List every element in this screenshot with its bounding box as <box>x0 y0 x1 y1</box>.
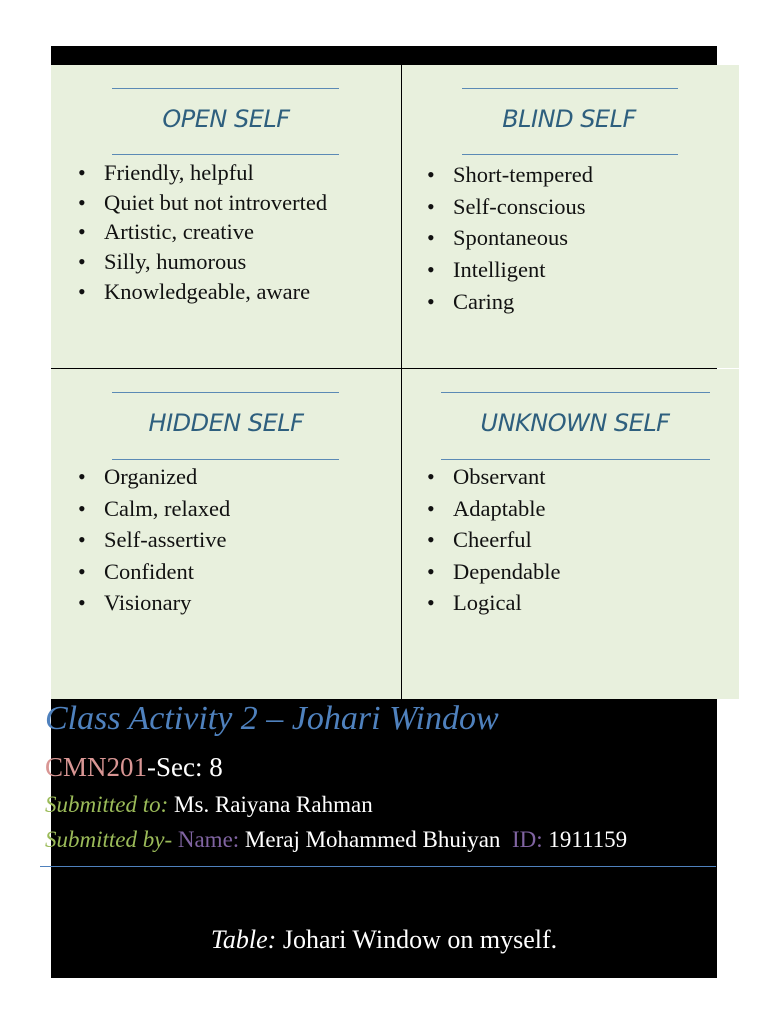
course-section: -Sec: 8 <box>147 752 223 782</box>
id-label: ID: <box>500 827 543 852</box>
bullet-icon: • <box>427 558 435 584</box>
title-rule-bottom <box>112 459 339 460</box>
submitted-by-line <box>45 827 627 853</box>
id-value: 1911159 <box>542 827 628 852</box>
bullet-icon: • <box>427 495 435 521</box>
list-item: • Dependable <box>424 556 560 588</box>
list-item: • Friendly, helpful <box>75 158 327 188</box>
bullet-icon: • <box>427 257 435 283</box>
list-item: • Logical <box>424 587 560 619</box>
document-title: Class Activity 2 – Johari Window <box>45 700 499 737</box>
table-caption-label: Table: <box>210 925 277 954</box>
list-item: • Silly, humorous <box>75 247 327 277</box>
list-item: • Self-assertive <box>75 524 230 556</box>
hidden-self-quadrant <box>51 369 401 699</box>
submitted-by-label: Submitted by- <box>45 827 173 852</box>
course-line <box>45 752 223 783</box>
unknown-self-title: UNKNOWN SELF <box>480 409 670 437</box>
list-item: • Intelligent <box>424 254 593 286</box>
list-item: • Short-tempered <box>424 159 593 191</box>
list-item: • Confident <box>75 556 230 588</box>
list-item: • Knowledgeable, aware <box>75 277 327 307</box>
list-item: • Spontaneous <box>424 222 593 254</box>
bullet-icon: • <box>78 527 86 553</box>
title-rule-bottom <box>462 154 678 155</box>
table-caption-text: Johari Window on myself. <box>276 925 558 954</box>
bullet-icon: • <box>427 590 435 616</box>
title-rule-top <box>441 392 710 393</box>
submitted-to-line <box>45 792 373 818</box>
hidden-self-title: HIDDEN SELF <box>148 409 304 437</box>
title-rule-top <box>462 88 678 89</box>
bullet-icon: • <box>427 162 435 187</box>
blind-self-quadrant <box>402 65 739 368</box>
list-item: • Quiet but not introverted <box>75 188 327 218</box>
hidden-self-list <box>75 461 230 619</box>
list-item: • Caring <box>424 286 593 318</box>
title-rule-bottom <box>112 154 339 155</box>
list-item: • Self-conscious <box>424 191 593 223</box>
name-label: Name: <box>172 827 240 852</box>
blind-self-list <box>424 159 593 318</box>
bullet-icon: • <box>78 189 86 215</box>
separator-rule <box>40 866 716 867</box>
list-item: • Calm, relaxed <box>75 493 230 525</box>
submitted-to-label: Submitted to: <box>45 792 169 817</box>
title-rule-top <box>112 88 339 89</box>
list-item: • Cheerful <box>424 524 560 556</box>
list-item: • Organized <box>75 461 230 493</box>
bullet-icon: • <box>78 249 86 275</box>
bullet-icon: • <box>427 225 435 251</box>
course-code: CMN201 <box>45 752 148 782</box>
list-item: • Visionary <box>75 587 230 619</box>
submitted-to-value: Ms. Raiyana Rahman <box>168 792 373 817</box>
bullet-icon: • <box>78 464 86 489</box>
title-rule-bottom <box>441 459 710 460</box>
unknown-self-quadrant <box>402 369 739 699</box>
bullet-icon: • <box>78 278 86 304</box>
bullet-icon: • <box>78 558 86 584</box>
bullet-icon: • <box>78 219 86 245</box>
open-self-title: OPEN SELF <box>162 105 290 133</box>
title-rule-top <box>112 392 339 393</box>
bullet-icon: • <box>78 495 86 521</box>
list-item: • Artistic, creative <box>75 217 327 247</box>
unknown-self-list <box>424 461 560 619</box>
blind-self-title: BLIND SELF <box>502 105 636 133</box>
name-value: Meraj Mohammed Bhuiyan <box>239 827 501 852</box>
bullet-icon: • <box>78 590 86 616</box>
bullet-icon: • <box>427 527 435 553</box>
table-caption <box>0 925 768 955</box>
open-self-quadrant <box>51 65 401 368</box>
bullet-icon: • <box>427 464 435 489</box>
bullet-icon: • <box>427 193 435 219</box>
bullet-icon: • <box>78 160 86 185</box>
bullet-icon: • <box>427 288 435 314</box>
open-self-list <box>75 158 327 307</box>
list-item: • Adaptable <box>424 493 560 525</box>
list-item: • Observant <box>424 461 560 493</box>
